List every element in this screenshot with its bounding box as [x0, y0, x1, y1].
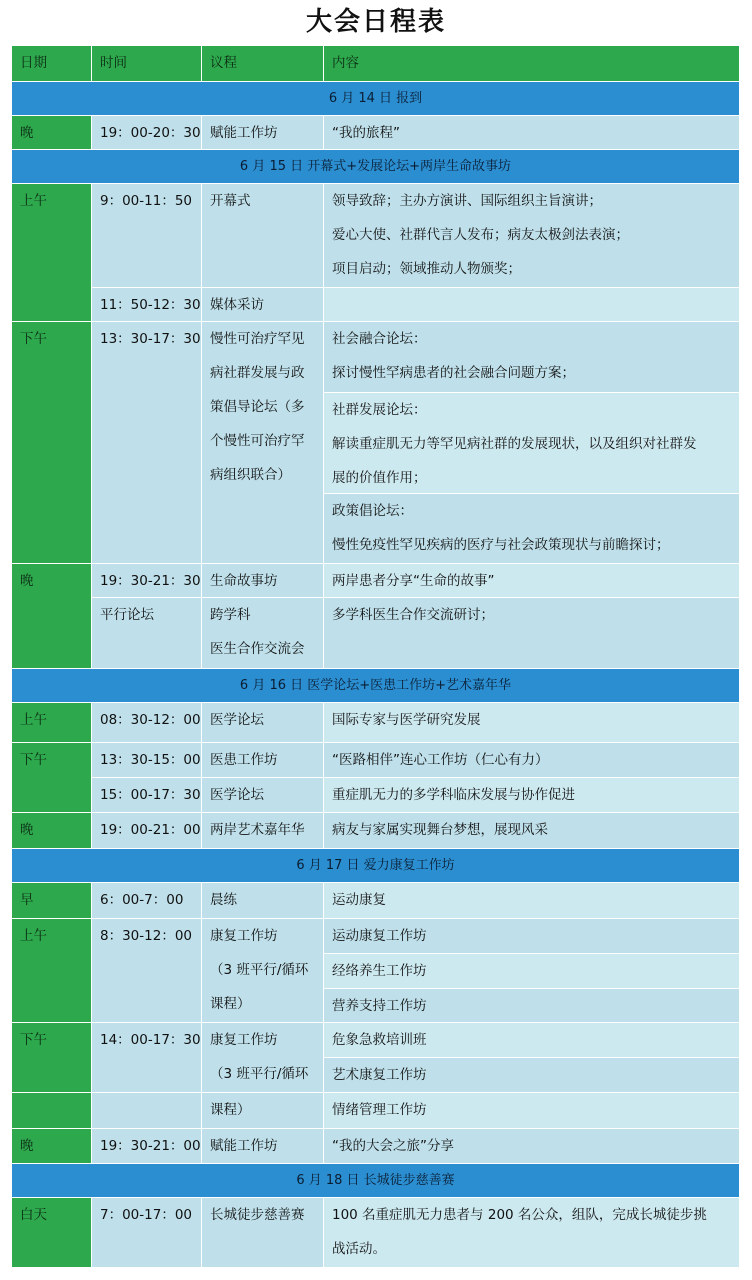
content-cell — [324, 954, 740, 989]
content-cell — [324, 778, 740, 813]
agenda-line: 赋能工作坊 — [210, 1138, 278, 1154]
time-cell: 9：00-11：50 — [92, 184, 202, 288]
content-cell — [324, 494, 740, 564]
agenda-line: 病社群发展与政 — [210, 365, 305, 381]
page-title: 大会日程表 — [305, 7, 446, 37]
content-cell — [324, 564, 740, 598]
period-cell: 上午 — [12, 703, 92, 743]
content-line: “医路相伴”连心工作坊（仁心有力） — [332, 752, 549, 768]
time-cell: 19：30-21：30 — [92, 564, 202, 598]
content-cell — [324, 989, 740, 1023]
date-band: 6 月 14 日 报到 — [12, 82, 740, 116]
content-line: 病友与家属实现舞台梦想，展现风采 — [332, 822, 548, 838]
content-line: 探讨慢性罕病患者的社会融合问题方案； — [332, 365, 575, 381]
period-cell — [12, 1093, 92, 1129]
time-cell: 6：00-7：00 — [92, 883, 202, 919]
content-line: “我的大会之旅”分享 — [332, 1138, 454, 1154]
agenda-line: 策倡导论坛（多 — [210, 399, 305, 415]
content-line — [332, 288, 739, 322]
period-cell: 晚 — [12, 1129, 92, 1164]
content-line: 慢性免疫性罕见疾病的医疗与社会政策现状与前瞻探讨； — [332, 537, 670, 553]
agenda-cell — [202, 116, 324, 150]
content-cell — [324, 393, 740, 494]
period-cell: 下午 — [12, 743, 92, 813]
content-cell — [324, 1093, 740, 1129]
content-line: 战活动。 — [332, 1241, 386, 1257]
agenda-line: 课程） — [210, 996, 251, 1012]
time-cell: 19：30-21：00 — [92, 1129, 202, 1164]
content-line: 艺术康复工作坊 — [332, 1067, 427, 1083]
content-cell — [324, 1058, 740, 1093]
content-line: “我的旅程” — [332, 125, 400, 141]
time-cell: 19：00-21：00 — [92, 813, 202, 849]
agenda-cell — [202, 743, 324, 778]
agenda-line: 晨练 — [210, 892, 237, 908]
agenda-cell — [202, 564, 324, 598]
period-cell: 晚 — [12, 116, 92, 150]
time-cell: 平行论坛 — [92, 598, 202, 669]
agenda-line: （3 班平行/循环 — [210, 1066, 309, 1082]
period-cell: 晚 — [12, 564, 92, 669]
agenda-line: 康复工作坊 — [210, 928, 278, 944]
agenda-cell — [202, 919, 324, 1023]
agenda-line: （3 班平行/循环 — [210, 962, 309, 978]
period-cell: 下午 — [12, 1023, 92, 1093]
content-cell — [324, 703, 740, 743]
content-line: 经络养生工作坊 — [332, 963, 427, 979]
date-band: 6 月 16 日 医学论坛+医患工作坊+艺术嘉年华 — [12, 669, 740, 703]
agenda-line: 医生合作交流会 — [210, 641, 305, 657]
content-line: 情绪管理工作坊 — [332, 1102, 427, 1118]
period-cell: 白天 — [12, 1198, 92, 1268]
time-cell: 11：50-12：30 — [92, 288, 202, 322]
content-line: 政策倡论坛： — [332, 503, 413, 519]
agenda-cell — [202, 1129, 324, 1164]
header-agenda: 议程 — [202, 46, 324, 82]
content-cell — [324, 919, 740, 954]
content-line: 社会融合论坛： — [332, 331, 427, 347]
content-cell — [324, 1023, 740, 1058]
header-time: 时间 — [92, 46, 202, 82]
agenda-cell — [202, 1023, 324, 1093]
content-line: 运动康复工作坊 — [332, 928, 427, 944]
time-cell: 13：30-15：00 — [92, 743, 202, 778]
agenda-line: 病组织联合） — [210, 467, 291, 483]
agenda-line: 媒体采访 — [210, 297, 264, 313]
period-cell: 上午 — [12, 184, 92, 322]
agenda-line: 长城徒步慈善赛 — [210, 1207, 305, 1223]
agenda-cell — [202, 322, 324, 564]
period-cell: 晚 — [12, 813, 92, 849]
content-line: 重症肌无力的多学科临床发展与协作促进 — [332, 787, 575, 803]
agenda-cell — [202, 813, 324, 849]
agenda-line: 赋能工作坊 — [210, 125, 278, 141]
content-line: 多学科医生合作交流研讨； — [332, 607, 494, 623]
agenda-line: 生命故事坊 — [210, 573, 278, 589]
time-cell: 08：30-12：00 — [92, 703, 202, 743]
content-line: 爱心大使、社群代言人发布；病友太极剑法表演； — [332, 227, 629, 243]
content-cell — [324, 1129, 740, 1164]
content-line: 两岸患者分享“生命的故事” — [332, 573, 495, 589]
agenda-line: 医学论坛 — [210, 712, 264, 728]
content-cell — [324, 288, 740, 322]
content-cell — [324, 598, 740, 669]
content-line: 运动康复 — [332, 892, 386, 908]
time-cell: 8：30-12：00 — [92, 919, 202, 1023]
content-cell — [324, 184, 740, 288]
agenda-cell — [202, 1198, 324, 1268]
time-cell — [92, 1093, 202, 1129]
date-band: 6 月 17 日 爱力康复工作坊 — [12, 849, 740, 883]
agenda-cell — [202, 1093, 324, 1129]
content-cell — [324, 1198, 740, 1268]
agenda-line: 康复工作坊 — [210, 1032, 278, 1048]
agenda-line: 两岸艺术嘉年华 — [210, 822, 305, 838]
agenda-cell — [202, 778, 324, 813]
agenda-line: 慢性可治疗罕见 — [210, 331, 305, 347]
agenda-line: 医患工作坊 — [210, 752, 278, 768]
period-cell: 早 — [12, 883, 92, 919]
agenda-line: 医学论坛 — [210, 787, 264, 803]
content-cell — [324, 743, 740, 778]
agenda-line: 开幕式 — [210, 193, 251, 209]
agenda-cell — [202, 883, 324, 919]
content-line: 解读重症肌无力等罕见病社群的发展现状，以及组织对社群发 — [332, 436, 697, 452]
content-line: 国际专家与医学研究发展 — [332, 712, 481, 728]
header-date: 日期 — [12, 46, 92, 82]
time-cell: 7：00-17：00 — [92, 1198, 202, 1268]
content-cell — [324, 883, 740, 919]
agenda-line: 个慢性可治疗罕 — [210, 433, 305, 449]
content-line: 领导致辞；主办方演讲、国际组织主旨演讲； — [332, 193, 602, 209]
content-line: 危象急救培训班 — [332, 1032, 427, 1048]
content-cell — [324, 116, 740, 150]
content-line: 营养支持工作坊 — [332, 998, 427, 1014]
time-cell: 14：00-17：30 — [92, 1023, 202, 1093]
agenda-line: 课程） — [210, 1102, 251, 1118]
content-line: 展的价值作用； — [332, 470, 427, 486]
period-cell: 上午 — [12, 919, 92, 1023]
time-cell: 15：00-17：30 — [92, 778, 202, 813]
header-content: 内容 — [324, 46, 740, 82]
agenda-cell — [202, 288, 324, 322]
content-cell — [324, 813, 740, 849]
content-cell — [324, 322, 740, 393]
agenda-cell — [202, 184, 324, 288]
content-line: 100 名重症肌无力患者与 200 名公众，组队，完成长城徒步挑 — [332, 1207, 707, 1223]
period-cell: 下午 — [12, 322, 92, 564]
agenda-line: 跨学科 — [210, 607, 251, 623]
agenda-cell — [202, 703, 324, 743]
content-line: 项目启动；领域推动人物颁奖； — [332, 261, 521, 277]
time-cell: 13：30-17：30 — [92, 322, 202, 564]
date-band: 6 月 18 日 长城徒步慈善赛 — [12, 1164, 740, 1198]
content-line: 社群发展论坛： — [332, 402, 427, 418]
time-cell: 19：00-20：30 — [92, 116, 202, 150]
date-band: 6 月 15 日 开幕式+发展论坛+两岸生命故事坊 — [12, 150, 740, 184]
agenda-cell — [202, 598, 324, 669]
